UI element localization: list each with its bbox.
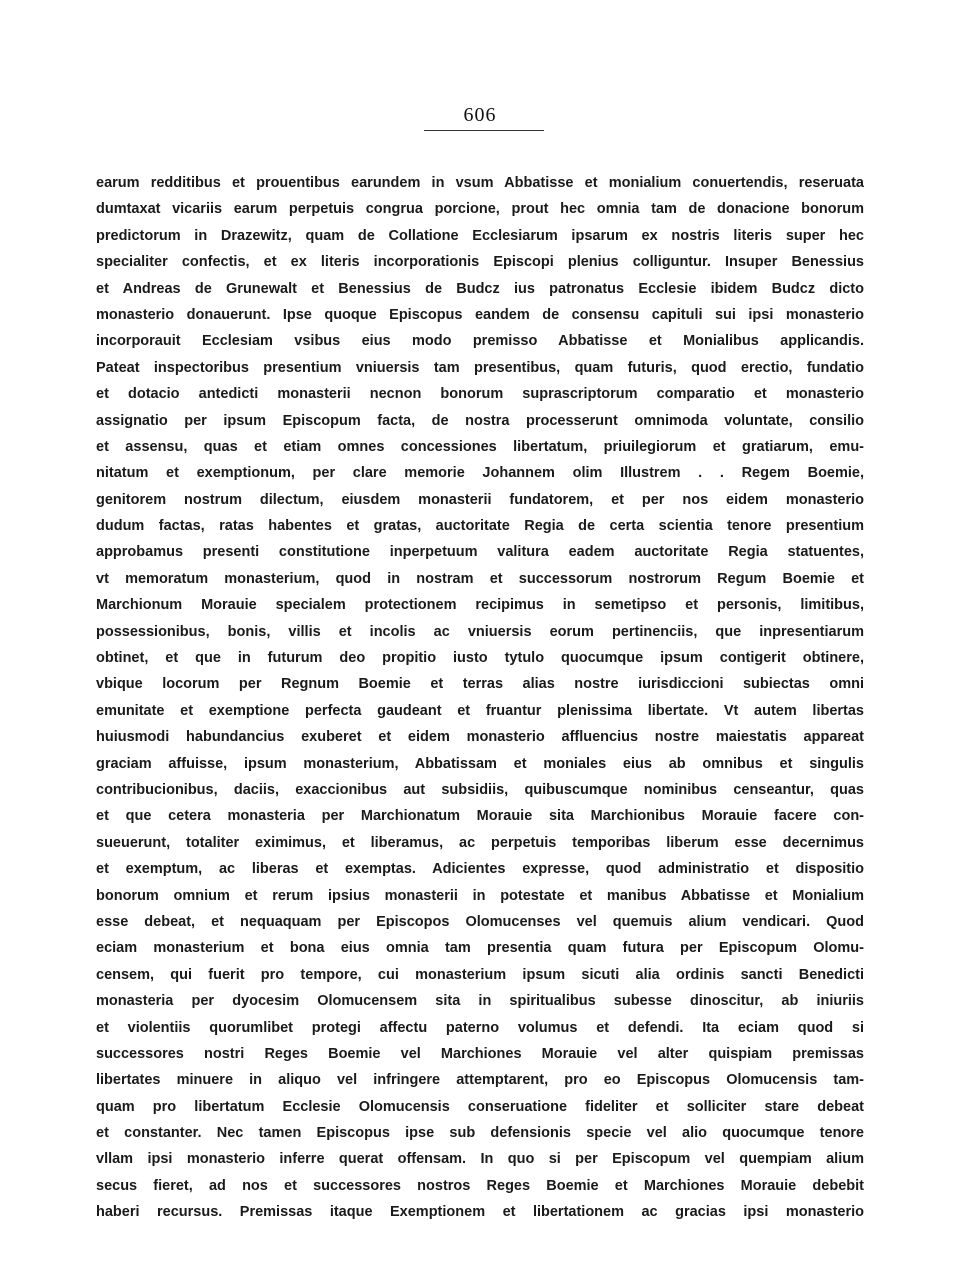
text-line: et exemptum, ac liberas et exemptas. Adicientes expresse, quod administratio et dispositio	[96, 861, 864, 878]
text-line: Marchionum Morauie specialem protectionem recipimus in semetipso et personis, limitibus,	[96, 597, 864, 614]
text-line: et assensu, quas et etiam omnes concessiones libertatum, priuilegiorum et gratiarum, emu-	[96, 438, 864, 455]
text-line: quam pro libertatum Ecclesie Olomucensis conseruatione fideliter et solliciter stare debeat	[96, 1098, 864, 1115]
text-line: et Andreas de Grunewalt et Benessius de Budcz ius patronatus Ecclesie ibidem Budcz dicto	[96, 280, 864, 297]
text-line: vt memoratum monasterium, quod in nostram et successorum nostrorum Regum Boemie et	[96, 570, 864, 587]
text-line: sueuerunt, totaliter eximimus, et liberamus, ac perpetuis temporibas liberum esse decernimus	[96, 834, 864, 851]
page-number-rule	[424, 130, 544, 131]
text-line: et que cetera monasteria per Marchionatum Morauie sita Marchionibus Morauie facere con-	[96, 808, 864, 825]
text-line: dumtaxat vicariis earum perpetuis congrua porcione, prout hec omnia tam de donacione bonorum	[96, 201, 864, 218]
text-line: libertates minuere in aliquo vel infringere attemptarent, pro eo Episcopus Olomucensis tam-	[96, 1072, 864, 1089]
text-line: dudum factas, ratas habentes et gratas, auctoritate Regia de certa scientia tenore presentium	[96, 518, 864, 535]
text-line: monasteria per dyocesim Olomucensem sita in spiritualibus subesse dinoscitur, ab iniuriis	[96, 993, 864, 1010]
text-line: contribucionibus, daciis, exaccionibus aut subsidiis, quibuscumque nominibus censeantur, quas	[96, 781, 864, 798]
text-line: et dotacio antedicti monasterii necnon bonorum suprascriptorum comparatio et monasterio	[96, 386, 864, 403]
text-line: et constanter. Nec tamen Episcopus ipse sub defensionis specie vel alio quocumque tenore	[96, 1125, 864, 1142]
text-line: earum redditibus et prouentibus earundem in vsum Abbatisse et monialium conuertendis, reseruata	[96, 175, 864, 191]
text-line: emunitate et exemptione perfecta gaudeant et fruantur plenissima libertate. Vt autem libertas	[96, 702, 864, 719]
page-number: 606	[463, 104, 497, 126]
text-line: specialiter confectis, et ex literis incorporationis Episcopi plenius colliguntur. Insuper Benessius	[96, 254, 864, 271]
text-line: obtinet, et que in futurum deo propitio iusto tytulo quocumque ipsum contigerit obtinere,	[96, 650, 864, 667]
text-line: predictorum in Drazewitz, quam de Collatione Ecclesiarum ipsarum ex nostris literis super hec	[96, 227, 864, 244]
text-line: eciam monasterium et bona eius omnia tam presentia quam futura per Episcopum Olomu-	[96, 940, 864, 957]
text-line: incorporauit Ecclesiam vsibus eius modo premisso Abbatisse et Monialibus applicandis.	[96, 333, 864, 350]
text-line: possessionibus, bonis, villis et incolis ac vniuersis eorum pertinenciis, que inpresentiarum	[96, 623, 864, 640]
text-line: bonorum omnium et rerum ipsius monasterii in potestate et manibus Abbatisse et Monialium	[96, 887, 864, 904]
text-line: secus fieret, ad nos et successores nostros Reges Boemie et Marchiones Morauie debebit	[96, 1177, 864, 1194]
text-line: haberi recursus. Premissas itaque Exemptionem et libertationem ac gracias ipsi monasterio	[96, 1204, 864, 1221]
text-line: Pateat inspectoribus presentium vniuersis tam presentibus, quam futuris, quod erectio, fundatio	[96, 359, 864, 376]
text-line: vbique locorum per Regnum Boemie et terras alias nostre iurisdiccioni subiectas omni	[96, 676, 864, 693]
text-line: assignatio per ipsum Episcopum facta, de nostra processerunt omnimoda voluntate, consilio	[96, 412, 864, 429]
text-line: huiusmodi habundancius exuberet et eidem monasterio affluencius nostre maiestatis appareat	[96, 729, 864, 746]
body-text	[96, 170, 864, 1226]
text-line: monasterio donauerunt. Ipse quoque Episcopus eandem de consensu capituli sui ipsi monasterio	[96, 306, 864, 323]
text-line: censem, qui fuerit pro tempore, cui monasterium ipsum sicuti alia ordinis sancti Benedicti	[96, 966, 864, 983]
text-line: nitatum et exemptionum, per clare memorie Johannem olim Illustrem . . Regem Boemie,	[96, 465, 864, 482]
text-line: successores nostri Reges Boemie vel Marchiones Morauie vel alter quispiam premissas	[96, 1045, 864, 1062]
text-line: vllam ipsi monasterio inferre querat offensam. In quo si per Episcopum vel quempiam alium	[96, 1151, 864, 1168]
text-line: graciam affuisse, ipsum monasterium, Abbatissam et moniales eius ab omnibus et singulis	[96, 755, 864, 772]
text-line: approbamus presenti constitutione inperpetuum valitura eadem auctoritate Regia statuentes,	[96, 544, 864, 561]
text-line: et violentiis quorumlibet protegi affectu paterno volumus et defendi. Ita eciam quod si	[96, 1019, 864, 1036]
text-line: genitorem nostrum dilectum, eiusdem monasterii fundatorem, et per nos eidem monasterio	[96, 491, 864, 508]
text-line: esse debeat, et nequaquam per Episcopos Olomucenses vel quemuis alium vendicari. Quod	[96, 913, 864, 930]
